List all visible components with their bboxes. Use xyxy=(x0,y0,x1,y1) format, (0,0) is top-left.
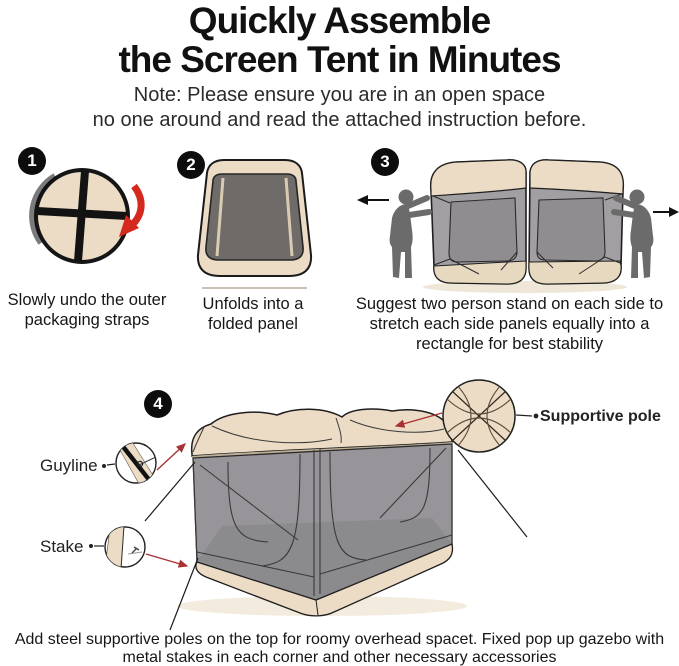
step-4-caption: Add steel supportive poles on the top for roomy overhead spacet. Fixed pop up gazebo with metal stakes in each corner and other necessary accessories xyxy=(14,631,665,666)
note-line-1: Note: Please ensure you are in an open space xyxy=(133,84,546,106)
guyline-pointer-arrow-icon xyxy=(157,444,185,470)
red-unwrap-arrow-icon xyxy=(131,186,141,226)
step-1-badge: 1 xyxy=(18,147,46,175)
step3-stretch-illustration xyxy=(349,148,679,298)
strap-horizontal-icon xyxy=(37,211,127,216)
tent-right-roof xyxy=(530,160,623,194)
step-2-badge: 2 xyxy=(177,151,205,179)
tent-right-skirt xyxy=(529,261,621,284)
stake-pointer-arrow-icon xyxy=(146,554,187,566)
step2-folded-panel-illustration xyxy=(192,152,317,292)
stake-detail-circle xyxy=(105,526,145,569)
title-line-2: the Screen Tent in Minutes xyxy=(118,39,561,80)
stake-label: Stake xyxy=(40,537,84,556)
supportive-pole-detail-circle xyxy=(443,380,515,452)
note-text xyxy=(0,83,679,133)
page-title xyxy=(0,1,679,79)
step-3-caption: Suggest two person stand on each side to stretch each side panels equally into a rectangle for best stability xyxy=(355,295,664,353)
step-2-caption: Unfolds into a folded panel xyxy=(202,295,304,333)
tent-left-back-panel xyxy=(449,198,517,262)
step-3-badge: 3 xyxy=(371,148,399,176)
guyline-label: Guyline xyxy=(40,456,98,475)
title-line-1: Quickly Assemble xyxy=(188,0,491,41)
supportive-pole-label: Supportive pole xyxy=(540,408,661,425)
pull-right-arrow-icon xyxy=(653,207,679,217)
step-1-caption: Slowly undo the outer packaging straps xyxy=(7,291,167,329)
step-4-badge: 4 xyxy=(144,390,172,418)
tent-right-back-panel xyxy=(537,198,605,261)
person-left-silhouette xyxy=(390,190,429,279)
step1-packed-tent-illustration xyxy=(15,158,155,288)
pull-left-arrow-icon xyxy=(357,195,389,205)
guyline-detail-circle xyxy=(116,440,156,484)
note-line-2: no one around and read the attached instruction before. xyxy=(92,109,587,131)
